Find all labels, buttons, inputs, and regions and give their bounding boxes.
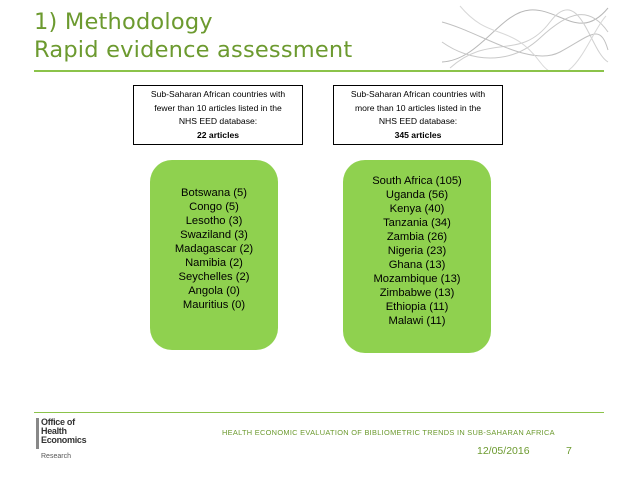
title-line-1: 1) Methodology bbox=[34, 9, 213, 35]
left-box-line-1: Sub-Saharan African countries with bbox=[150, 89, 286, 99]
logo-line-2: Health bbox=[41, 426, 67, 436]
list-item: Seychelles (2) bbox=[178, 271, 250, 283]
list-item: Mozambique (13) bbox=[373, 273, 461, 285]
logo-wordmark bbox=[41, 418, 86, 445]
left-box-count: 22 articles bbox=[196, 129, 240, 140]
title-divider bbox=[34, 70, 604, 72]
footer-date: 12/05/2016 bbox=[477, 445, 530, 457]
list-item: Ethiopia (11) bbox=[385, 301, 449, 313]
right-box-line-1: Sub-Saharan African countries with bbox=[350, 89, 486, 99]
list-item: Namibia (2) bbox=[185, 257, 243, 269]
list-item: Nigeria (23) bbox=[387, 245, 447, 257]
list-item: Kenya (40) bbox=[389, 203, 445, 215]
logo-line-3: Economics bbox=[41, 435, 87, 445]
list-item: Lesotho (3) bbox=[185, 215, 243, 227]
list-item: Zimbabwe (13) bbox=[379, 287, 455, 299]
list-item: Tanzania (34) bbox=[383, 217, 451, 229]
logo-bracket bbox=[36, 418, 39, 449]
page-number: 7 bbox=[566, 445, 572, 457]
left-box-line-2: fewer than 10 articles listed in the bbox=[154, 102, 282, 113]
left-countries-panel bbox=[150, 160, 278, 350]
list-item: Malawi (11) bbox=[388, 315, 446, 327]
right-criteria-box bbox=[333, 85, 503, 145]
list-item: Zambia (26) bbox=[386, 231, 448, 243]
list-item: Ghana (13) bbox=[388, 259, 446, 271]
slide-title bbox=[34, 8, 352, 64]
list-item: South Africa (105) bbox=[372, 175, 462, 187]
footer-caption: HEALTH ECONOMIC EVALUATION OF BIBLIOMETRIC TRENDS IN SUB-SAHARAN AFRICA bbox=[222, 428, 555, 437]
logo-line-1: Office of bbox=[41, 417, 75, 427]
list-item: Mauritius (0) bbox=[182, 299, 246, 311]
title-line-2: Rapid evidence assessment bbox=[34, 37, 353, 63]
list-item: Madagascar (2) bbox=[174, 243, 254, 255]
left-box-line-3: NHS EED database: bbox=[178, 116, 258, 126]
right-countries-panel bbox=[343, 160, 491, 353]
list-item: Swaziland (3) bbox=[180, 229, 248, 241]
right-box-line-2: more than 10 articles listed in the bbox=[354, 102, 482, 113]
list-item: Congo (5) bbox=[189, 201, 239, 213]
left-countries-list bbox=[150, 186, 278, 312]
right-box-line-3: NHS EED database: bbox=[378, 116, 458, 126]
right-box-count: 345 articles bbox=[394, 129, 442, 140]
footer-divider bbox=[34, 412, 604, 413]
list-item: Angola (0) bbox=[188, 285, 240, 297]
left-criteria-box bbox=[133, 85, 303, 145]
right-countries-list bbox=[343, 174, 491, 328]
logo-subtitle: Research bbox=[41, 453, 71, 460]
ohe-logo bbox=[36, 418, 94, 462]
decorative-curves-graphic bbox=[440, 2, 610, 70]
list-item: Botswana (5) bbox=[181, 187, 247, 199]
list-item: Uganda (56) bbox=[385, 189, 449, 201]
